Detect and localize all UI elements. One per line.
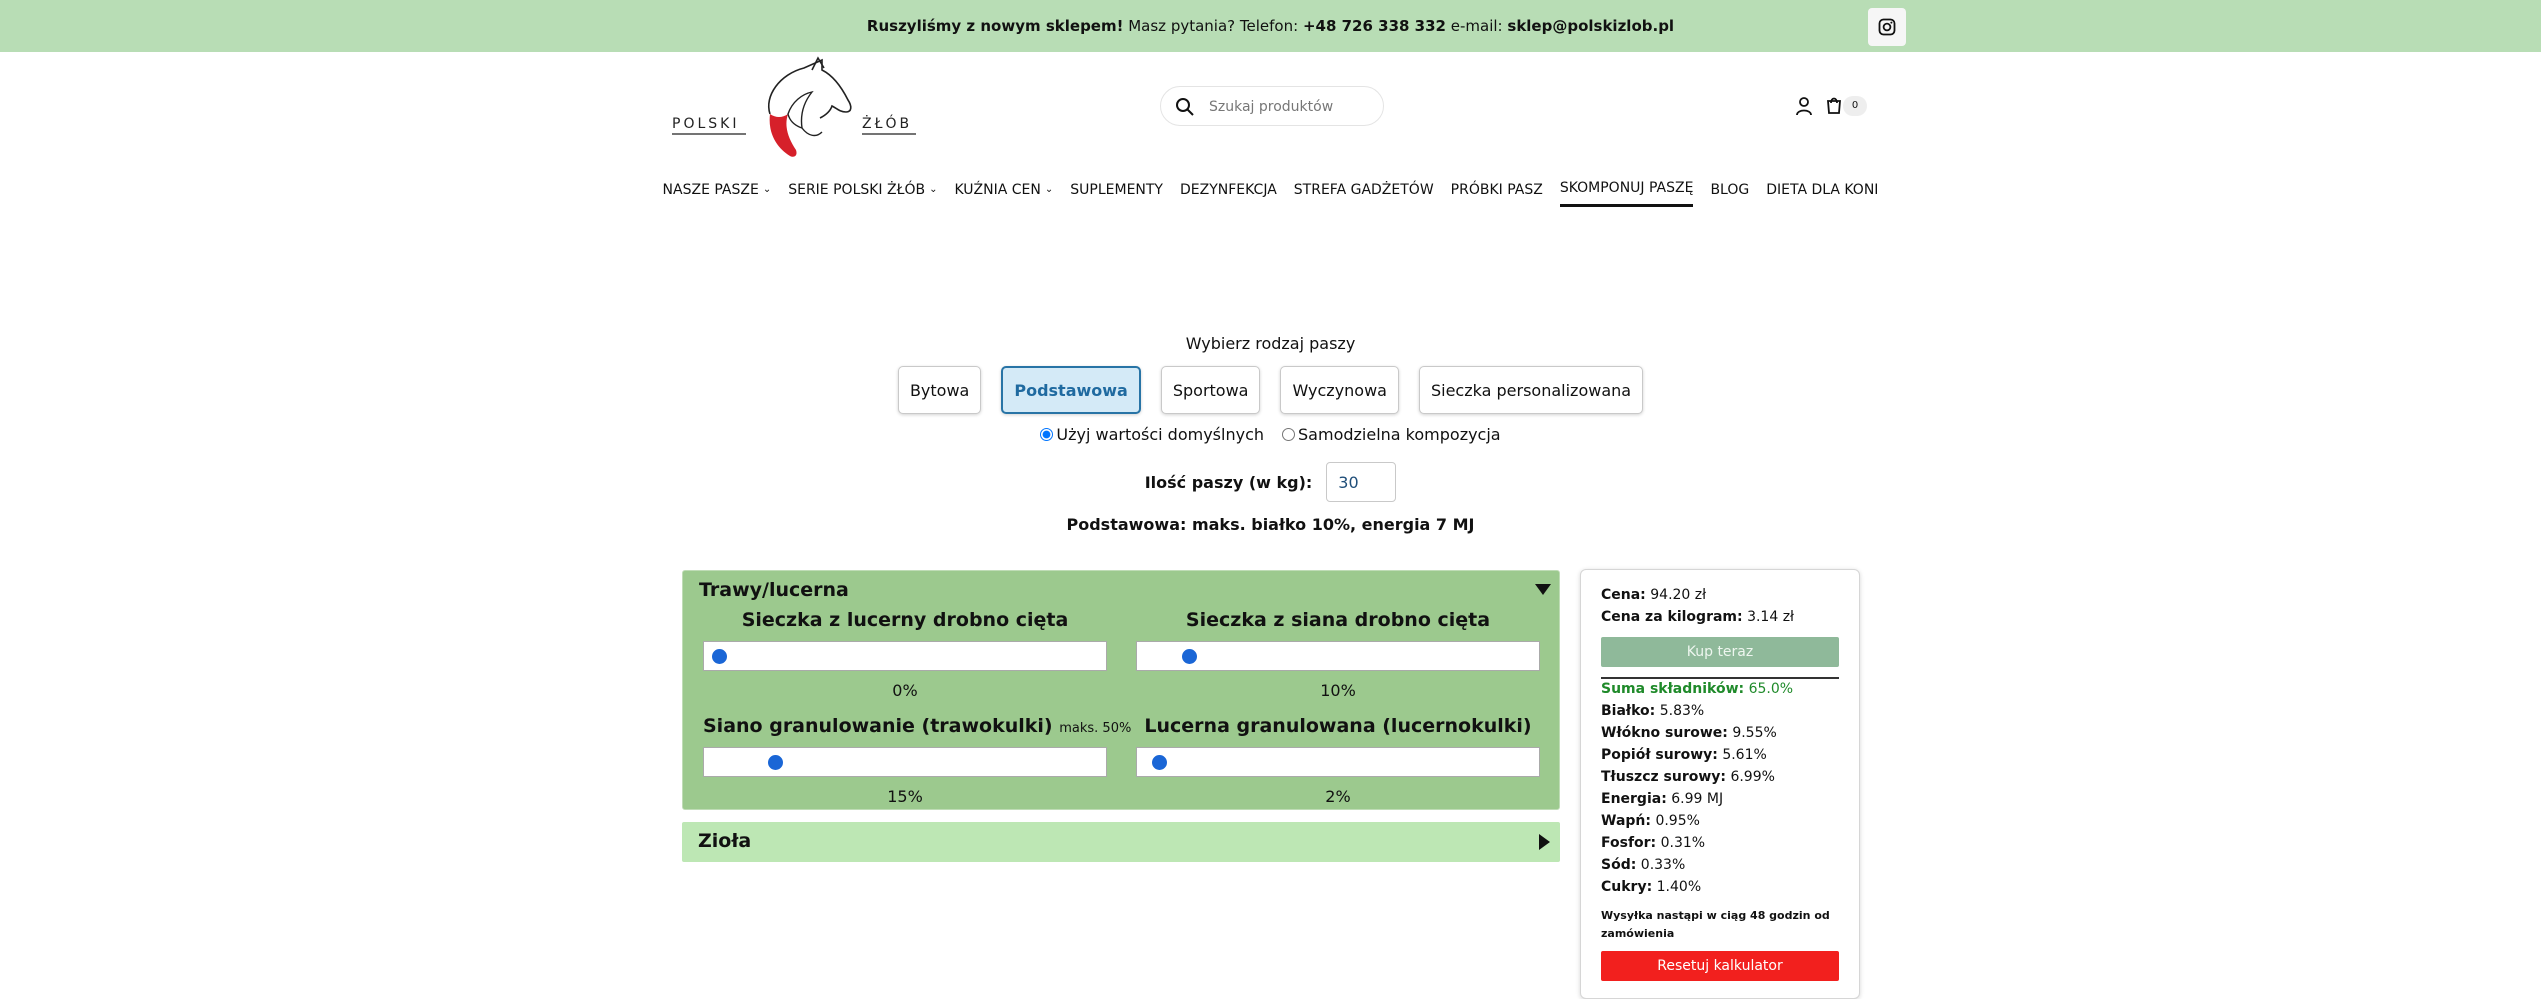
nutrient-label: Włókno surowe: <box>1601 725 1728 741</box>
main-nav <box>0 180 2541 207</box>
nutrient-line <box>1601 703 1704 719</box>
slider-thumb[interactable] <box>1152 755 1167 770</box>
quantity-input[interactable] <box>1326 462 1396 502</box>
feed-type-selector <box>0 366 2541 414</box>
search-box[interactable] <box>1160 86 1384 126</box>
nav-label: BLOG <box>1710 181 1750 198</box>
nav-dezynfekcja[interactable] <box>1180 180 1277 207</box>
summary-card <box>1580 569 1860 999</box>
ingredient-slider[interactable] <box>1136 641 1540 671</box>
price-value: 94.20 zł <box>1650 587 1707 603</box>
price-per-kg-line <box>1601 609 1794 625</box>
nutrient-label: Białko: <box>1601 703 1656 719</box>
ingredient-hay-chaff <box>1136 609 1540 700</box>
custom-composition-option[interactable] <box>1282 425 1501 444</box>
nutrient-value: 0.33% <box>1640 857 1686 873</box>
ingredient-slider[interactable] <box>703 747 1107 777</box>
slider-thumb[interactable] <box>712 649 727 664</box>
nav-label: SKOMPONUJ PASZĘ <box>1559 180 1694 196</box>
nutrient-value: 9.55% <box>1732 725 1777 741</box>
nutrient-label: Cukry: <box>1601 879 1653 895</box>
user-icon[interactable] <box>1795 96 1813 116</box>
nutrient-value: 6.99% <box>1730 769 1775 785</box>
ingredient-lucerne-pellets <box>1136 715 1540 806</box>
custom-composition-radio[interactable] <box>1282 428 1295 441</box>
collapse-triangle-icon[interactable] <box>1535 584 1551 595</box>
ingredient-name: Lucerna granulowana (lucernokulki) <box>1144 715 1532 737</box>
nutrient-line <box>1601 835 1705 851</box>
type-sportowa-button[interactable]: Sportowa <box>1161 366 1261 414</box>
feed-type-heading: Wybierz rodzaj paszy <box>1185 334 1356 353</box>
nutrient-label: Tłuszcz surowy: <box>1601 769 1726 785</box>
nav-skomponuj-pasze[interactable] <box>1560 180 1694 207</box>
nutrient-label: Energia: <box>1601 791 1667 807</box>
instagram-button[interactable] <box>1868 8 1906 46</box>
nutrient-value: 0.95% <box>1655 813 1700 829</box>
nutrient-value: 1.40% <box>1656 879 1702 895</box>
ingredient-lucerne-chaff <box>703 609 1107 700</box>
instagram-icon <box>1878 18 1896 36</box>
chevron-down-icon: ⌄ <box>762 184 772 195</box>
type-podstawowa-button[interactable]: Podstawowa <box>1001 366 1141 414</box>
ingredient-slider[interactable] <box>1136 747 1540 777</box>
logo-text-left: POLSKI <box>672 116 740 132</box>
section-grass-title[interactable]: Trawy/lucerna <box>699 579 849 601</box>
nav-suplementy[interactable] <box>1070 180 1163 207</box>
cart-icon[interactable] <box>1824 95 1844 115</box>
ingredient-max: maks. 50% <box>1059 721 1132 736</box>
email-link[interactable]: sklep@polskizlob.pl <box>1507 17 1675 35</box>
cart-count-badge[interactable]: 0 <box>1843 96 1867 116</box>
price-kg-label: Cena za kilogram: <box>1601 609 1743 625</box>
nutrient-line <box>1601 813 1700 829</box>
feed-limits-text: Podstawowa: maks. białko 10%, energia 7 MJ <box>1066 515 1475 534</box>
summary-divider <box>1601 677 1839 679</box>
nutrient-value: 6.99 MJ <box>1671 791 1724 807</box>
shipping-note: Wysyłka nastąpi w ciąg 48 godzin od zamówienia <box>1601 909 1830 940</box>
type-bytowa-button[interactable]: Bytowa <box>898 366 981 414</box>
default-values-radio[interactable] <box>1040 428 1053 441</box>
price-kg-value: 3.14 zł <box>1747 609 1795 625</box>
nav-blog[interactable] <box>1710 180 1749 207</box>
nutrient-line <box>1601 769 1775 785</box>
nav-label: DIETA DLA KONI <box>1766 181 1879 198</box>
polski-zlob-logo[interactable] <box>672 56 916 160</box>
price-label: Cena: <box>1601 587 1646 603</box>
email-label: e-mail: <box>1450 17 1503 35</box>
section-grass-panel <box>682 570 1560 810</box>
nutrient-label: Sód: <box>1601 857 1637 873</box>
chevron-down-icon: ⌄ <box>1044 184 1054 195</box>
nav-label: NASZE PASZE <box>662 181 759 198</box>
search-input[interactable] <box>1209 96 1369 118</box>
nutrient-line <box>1601 791 1723 807</box>
ingredient-value: 2% <box>1325 787 1351 806</box>
nutrient-value: 0.31% <box>1660 835 1706 851</box>
buy-now-button[interactable]: Kup teraz <box>1601 637 1839 667</box>
nav-label: PRÓBKI PASZ <box>1450 181 1543 198</box>
nav-label: SERIE POLSKI ŻŁÓB <box>788 181 926 198</box>
total-value: 65.0% <box>1748 681 1794 697</box>
section-herbs-panel[interactable] <box>682 822 1560 862</box>
nav-label: KUŹNIA CEN <box>954 181 1041 198</box>
expand-triangle-icon[interactable] <box>1539 834 1550 850</box>
nav-dieta-dla-koni[interactable] <box>1766 180 1878 207</box>
type-sieczka-button[interactable]: Sieczka personalizowana <box>1419 366 1643 414</box>
phone-link[interactable]: +48 726 338 332 <box>1302 17 1446 35</box>
ingredient-slider[interactable] <box>703 641 1107 671</box>
ingredient-name: Sieczka z lucerny drobno cięta <box>741 609 1069 631</box>
ingredient-name-wrap <box>703 715 1132 737</box>
nutrient-line <box>1601 857 1685 873</box>
ingredient-value: 15% <box>887 787 923 806</box>
total-label: Suma składników: <box>1601 681 1745 697</box>
nutrient-line <box>1601 725 1777 741</box>
logo-text-right: ŻŁÓB <box>862 116 913 132</box>
ingredient-value: 0% <box>892 681 918 700</box>
nav-strefa-gadzetow[interactable] <box>1294 180 1434 207</box>
slider-thumb[interactable] <box>1182 649 1197 664</box>
ingredient-value: 10% <box>1320 681 1356 700</box>
quantity-row <box>0 462 2541 502</box>
nutrient-line <box>1601 879 1701 895</box>
ingredient-name: Siano granulowanie (trawokulki) <box>703 715 1053 737</box>
nutrient-line <box>1601 747 1767 763</box>
nutrient-value: 5.61% <box>1722 747 1767 763</box>
nav-serie-polski-zlob[interactable] <box>788 180 937 207</box>
nav-label: DEZYNFEKCJA <box>1180 181 1277 198</box>
nutrient-value: 5.83% <box>1659 703 1705 719</box>
nutrient-label: Wapń: <box>1601 813 1651 829</box>
nav-probki-pasz[interactable] <box>1451 180 1543 207</box>
type-wyczynowa-button[interactable]: Wyczynowa <box>1280 366 1399 414</box>
reset-calculator-button[interactable]: Resetuj kalkulator <box>1601 951 1839 981</box>
announcement-question: Masz pytania? Telefon: <box>1128 17 1299 35</box>
search-icon[interactable] <box>1175 97 1195 117</box>
default-values-label: Użyj wartości domyślnych <box>1056 425 1265 444</box>
nutrient-label: Fosfor: <box>1601 835 1657 851</box>
section-herbs-title[interactable]: Zioła <box>698 830 752 852</box>
nutrient-label: Popiół surowy: <box>1601 747 1718 763</box>
default-values-option[interactable] <box>1040 425 1264 444</box>
composition-mode <box>0 425 2541 444</box>
ingredient-grass-pellets <box>703 715 1132 806</box>
nav-nasze-pasze[interactable] <box>663 180 772 207</box>
chevron-down-icon: ⌄ <box>929 184 938 195</box>
slider-thumb[interactable] <box>768 755 783 770</box>
announcement-bar <box>0 0 2541 52</box>
announcement-text <box>0 17 2541 35</box>
ingredient-name: Sieczka z siana drobno cięta <box>1185 609 1491 631</box>
nav-label: SUPLEMENTY <box>1070 181 1163 198</box>
nav-kuznia-cen[interactable] <box>955 180 1054 207</box>
quantity-label: Ilość paszy (w kg): <box>1144 472 1313 492</box>
nav-label: STREFA GADŻETÓW <box>1293 181 1434 198</box>
total-line <box>1601 681 1793 697</box>
announcement-lead: Ruszyliśmy z nowym sklepem! <box>866 17 1124 35</box>
price-line <box>1601 587 1706 603</box>
custom-composition-label: Samodzielna kompozycja <box>1298 425 1501 444</box>
